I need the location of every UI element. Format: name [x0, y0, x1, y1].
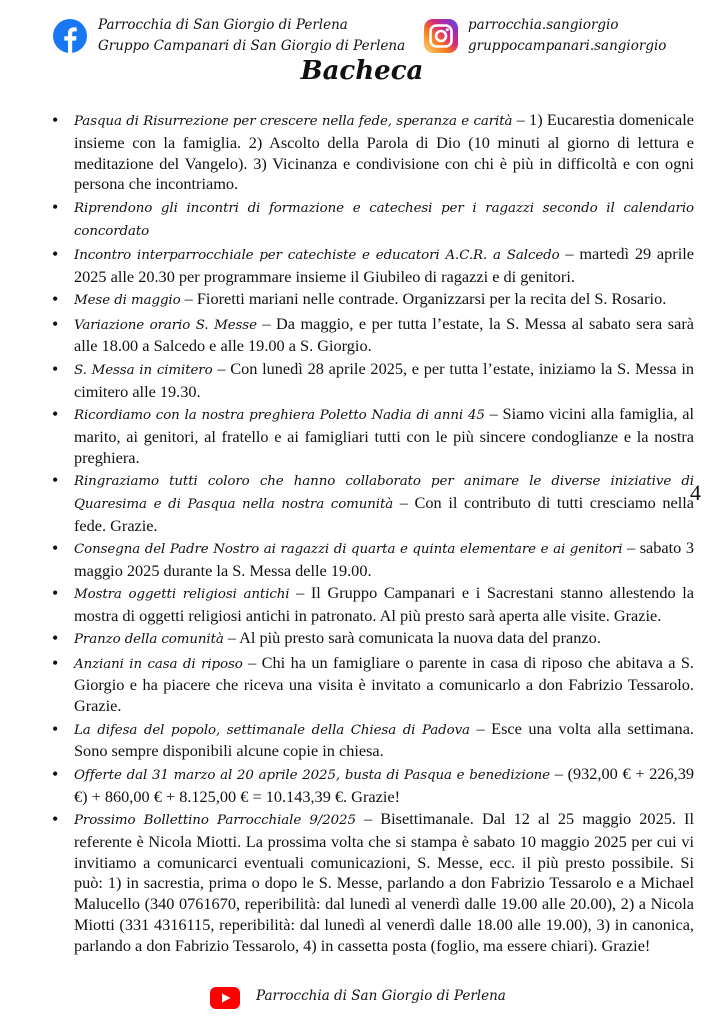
notice-item [74, 470, 694, 536]
instagram-line-parish[interactable]: parrocchia.sangiorgio [468, 17, 619, 33]
notice-item [74, 583, 694, 627]
notice-item [74, 719, 694, 763]
notice-heading: Mostra oggetti religiosi antichi [74, 587, 290, 603]
notice-heading: Mese di maggio [74, 293, 181, 309]
notice-text: – Con lunedì 28 aprile 2025, e per tutta l’estate, iniziamo la S. Messa in cimitero alle 19.30. [74, 358, 694, 401]
notice-heading: Consegna del Padre Nostro ai ragazzi di quarta e quinta elementare e ai genitori [74, 541, 623, 557]
notice-heading: Pasqua di Risurrezione per crescere nella fede, speranza e carità [74, 114, 513, 129]
notice-item [74, 359, 694, 403]
youtube-icon[interactable] [210, 987, 240, 1009]
youtube-channel-name[interactable]: Parrocchia di San Giorgio di Perlena [256, 988, 506, 1004]
notice-text: – Con il contributo di tutti cresciamo nella fede. Grazie. [74, 492, 694, 535]
notice-heading: Pranzo della comunità [74, 632, 224, 648]
page-header [0, 0, 724, 60]
notice-text: – (932,00 € + 226,39 €) + 860,00 € + 8.125,00 € = 10.143,39 €. Grazie! [74, 763, 694, 806]
notice-text: – Bisettimanale. Dal 12 al 25 maggio 2025. Il referente è Nicola Miotti. La prossima volta che si stampa è sabato 10 maggio 2025 per cui vi invitiamo a comunicarci eventuali comunicazioni, S. Messe, ecc. il più presto possibile. Si può: 1) in sacrestia, prima o dopo le S. Messe, parlando a don Fabrizio Tessarolo e a Michael Malucello (340 0761670, reperibilità: dal lunedì al venerdì dalle 19.00 alle 20.00), 2) a Nicola Miotti (331 4316115, reperibilità: dal lunedì al venerdì dalle 18.00 alle 19.00), 3) in canonica, parlando a don Fabrizio Tessarolo, 4) in cassetta posta (foglio, ma essere chiari). Grazie! [74, 809, 694, 955]
facebook-line-parish[interactable]: Parrocchia di San Giorgio di Perlena [98, 17, 348, 33]
notice-item [74, 289, 694, 312]
notice-heading: Offerte dal 31 marzo al 20 aprile 2025, busta di Pasqua e benedizione [74, 767, 551, 783]
notice-item [74, 404, 694, 468]
notice-heading: Anziani in casa di riposo [74, 656, 243, 672]
notice-list [52, 110, 694, 958]
instagram-line-bellringers[interactable]: gruppocampanari.sangiorgio [468, 38, 667, 54]
notice-text: – sabato 3 maggio 2025 durante la S. Messa delle 19.00. [74, 537, 694, 580]
notice-text: – Il Gruppo Campanari e i Sacrestani stanno allestendo la mostra di oggetti religiosi antichi in patronato. Al più presto sarà aperta alle visite. Grazie. [74, 583, 694, 625]
notice-text: – Fioretti mariani nelle contrade. Organizzarsi per la recita del S. Rosario. [180, 289, 667, 309]
page-title: Bacheca [300, 56, 424, 86]
facebook-line-bellringers[interactable]: Gruppo Campanari di San Giorgio di Perlena [98, 38, 406, 54]
notice-text: – Esce una volta alla settimana. Sono sempre disponibili alcune copie in chiesa. [74, 718, 694, 761]
notice-text: – Chi ha un famigliare o parente in casa di riposo che abitava a S. Giorgio e ha piacere che riceva una visita è invitato a comunicarlo a don Fabrizio Tessarolo. Grazie. [74, 652, 695, 716]
notice-heading: Variazione orario S. Messe [74, 317, 257, 333]
notice-heading: Incontro interparrocchiale per catechiste e educatori A.C.R. a Salcedo [74, 247, 560, 263]
notice-heading: S. Messa in cimitero [74, 362, 213, 378]
page-number: 4 [690, 480, 701, 505]
notice-text: – Siamo vicini alla famiglia, al marito, ai genitori, al fratello e ai famigliari tutti con le più sincere condoglianze e la nostra preghiera. [74, 403, 694, 467]
notice-item [74, 809, 694, 957]
instagram-accounts [468, 15, 666, 57]
notice-item [74, 538, 694, 582]
page-footer [0, 985, 724, 1015]
notice-item [74, 244, 694, 288]
notice-heading: La difesa del popolo, settimanale della Chiesa di Padova [74, 722, 470, 738]
notice-text: – Da maggio, e per tutta l’estate, la S. Messa al sabato sera sarà alle 18.00 a Salcedo e alle 19.00 a S. Giorgio. [74, 313, 694, 356]
notice-heading: Ringraziamo tutti coloro che hanno collaborato per animare le diverse iniziative di Quaresima e di Pasqua nella nostra comunità [74, 473, 694, 512]
notice-heading: Riprendono gli incontri di formazione e catechesi per i ragazzi secondo il calendario concordato [74, 200, 694, 239]
notice-text: – Al più presto sarà comunicata la nuova data del pranzo. [223, 628, 601, 648]
notice-heading: Ricordiamo con la nostra preghiera Poletto Nadia di anni 45 [74, 407, 485, 423]
notice-item [74, 197, 694, 243]
notice-item [74, 110, 694, 195]
notice-item [74, 764, 694, 808]
notice-text: – martedì 29 aprile 2025 alle 20.30 per programmare insieme il Giubileo di ragazzi e di genitori. [74, 243, 694, 286]
notice-item [74, 628, 694, 651]
notice-heading: Prossimo Bollettino Parrocchiale 9/2025 [74, 813, 356, 829]
instagram-icon[interactable] [424, 19, 458, 53]
notice-item [74, 314, 694, 358]
notice-text: – 1) Eucarestia domenicale insieme con la famiglia. 2) Ascolto della Parola di Dio (10 minuti al giorno di lettura e meditazione del Vangelo). 3) Vicinanza e condivisione con chi è più in difficoltà e con ogni persona che incontriamo. [74, 110, 694, 194]
notice-item [74, 653, 694, 717]
facebook-accounts [98, 15, 405, 57]
facebook-icon[interactable] [53, 19, 87, 53]
